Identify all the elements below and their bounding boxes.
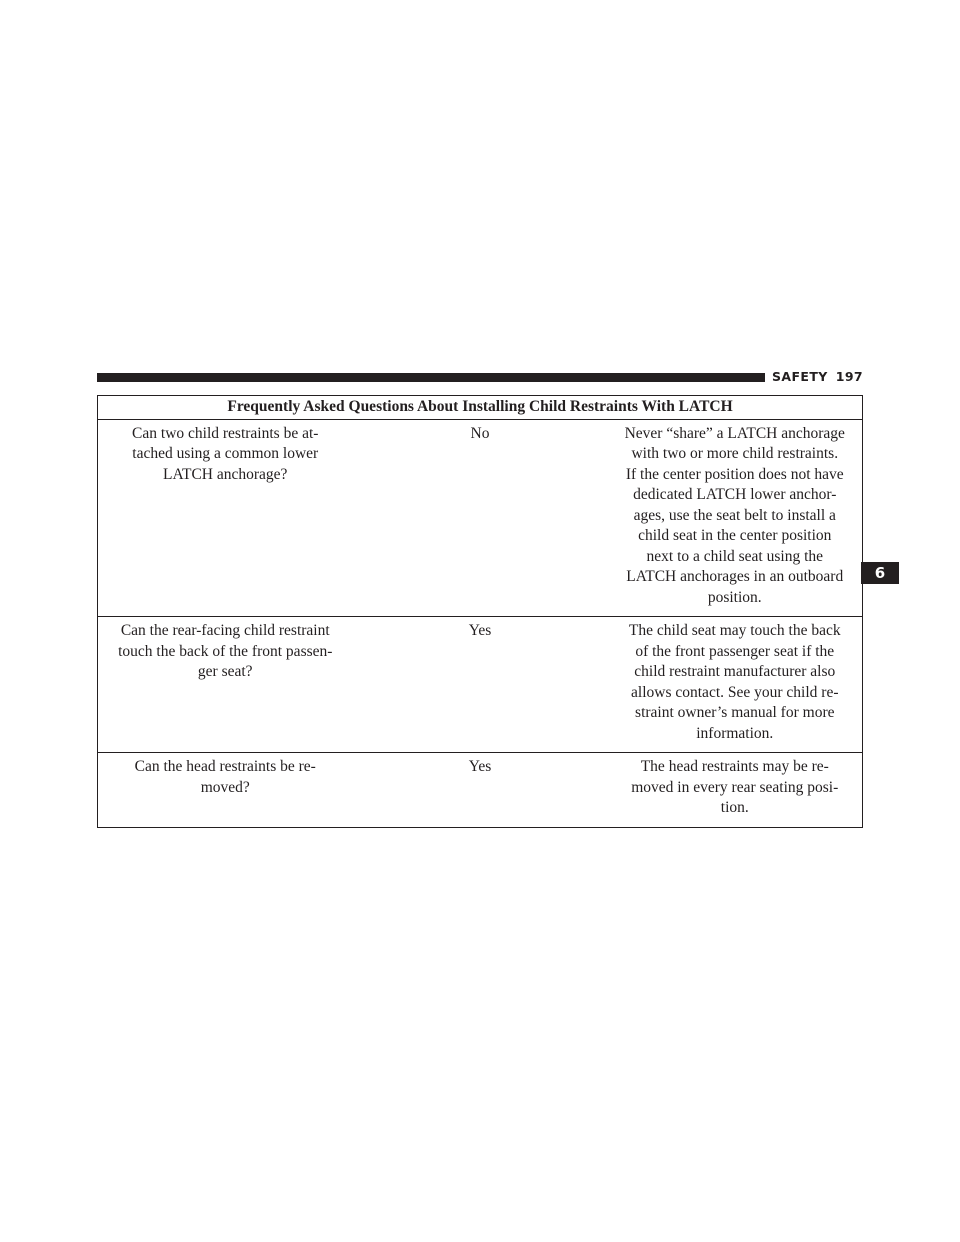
explanation-line: LATCH anchorages in an outboard <box>626 568 844 585</box>
explanation-line: next to a child seat using the <box>646 547 824 565</box>
question-line: moved? <box>200 778 250 796</box>
explanation-line: child seat in the center position <box>638 527 832 544</box>
explanation-line: of the front passenger seat if the <box>635 642 835 660</box>
explanation-line: information. <box>696 724 774 742</box>
question-line: Can the head restraints be re- <box>134 758 316 775</box>
explanation-line: straint owner’s manual for more <box>635 704 835 721</box>
explanation-cell <box>608 419 863 617</box>
chapter-tab[interactable]: 6 <box>861 562 899 584</box>
explanation-line: position. <box>707 588 762 606</box>
explanation-line: with two or more child restraints. <box>631 445 839 462</box>
answer-cell: No <box>353 419 608 617</box>
table-row <box>98 419 863 617</box>
running-header <box>772 369 863 385</box>
explanation-line: moved in every rear seating posi- <box>631 778 839 796</box>
question-line: Can the rear-facing child restraint <box>120 622 330 639</box>
explanation-line: child restraint manufacturer also <box>634 663 836 680</box>
question-line: ger seat? <box>197 663 253 680</box>
table-title: Frequently Asked Questions About Installing Child Restraints With LATCH <box>98 396 863 420</box>
answer-cell: Yes <box>353 753 608 828</box>
question-line: LATCH anchorage? <box>163 465 288 483</box>
question-cell <box>98 753 353 828</box>
explanation-line: The head restraints may be re- <box>640 758 829 775</box>
question-line: Can two child restraints be at- <box>132 424 319 442</box>
header-rule <box>97 373 765 382</box>
table-header-row <box>98 396 863 420</box>
section-title: SAFETY <box>772 369 828 384</box>
explanation-line: If the center position does not have <box>625 465 844 483</box>
explanation-line: tion. <box>720 799 749 816</box>
table-row <box>98 617 863 753</box>
page-number: 197 <box>835 369 864 384</box>
question-cell <box>98 419 353 617</box>
explanation-line: Never “share” a LATCH anchorage <box>624 424 845 442</box>
table-row <box>98 753 863 828</box>
answer-cell: Yes <box>353 617 608 753</box>
question-line: touch the back of the front passen- <box>118 642 333 660</box>
explanation-line: ages, use the seat belt to install a <box>633 506 836 524</box>
question-cell <box>98 617 353 753</box>
explanation-line: The child seat may touch the back <box>628 622 841 639</box>
explanation-cell <box>608 753 863 828</box>
explanation-line: allows contact. See your child re- <box>631 683 839 701</box>
explanation-cell <box>608 617 863 753</box>
explanation-line: dedicated LATCH lower anchor- <box>633 486 837 503</box>
faq-table <box>97 395 863 828</box>
question-line: tached using a common lower <box>132 445 319 462</box>
